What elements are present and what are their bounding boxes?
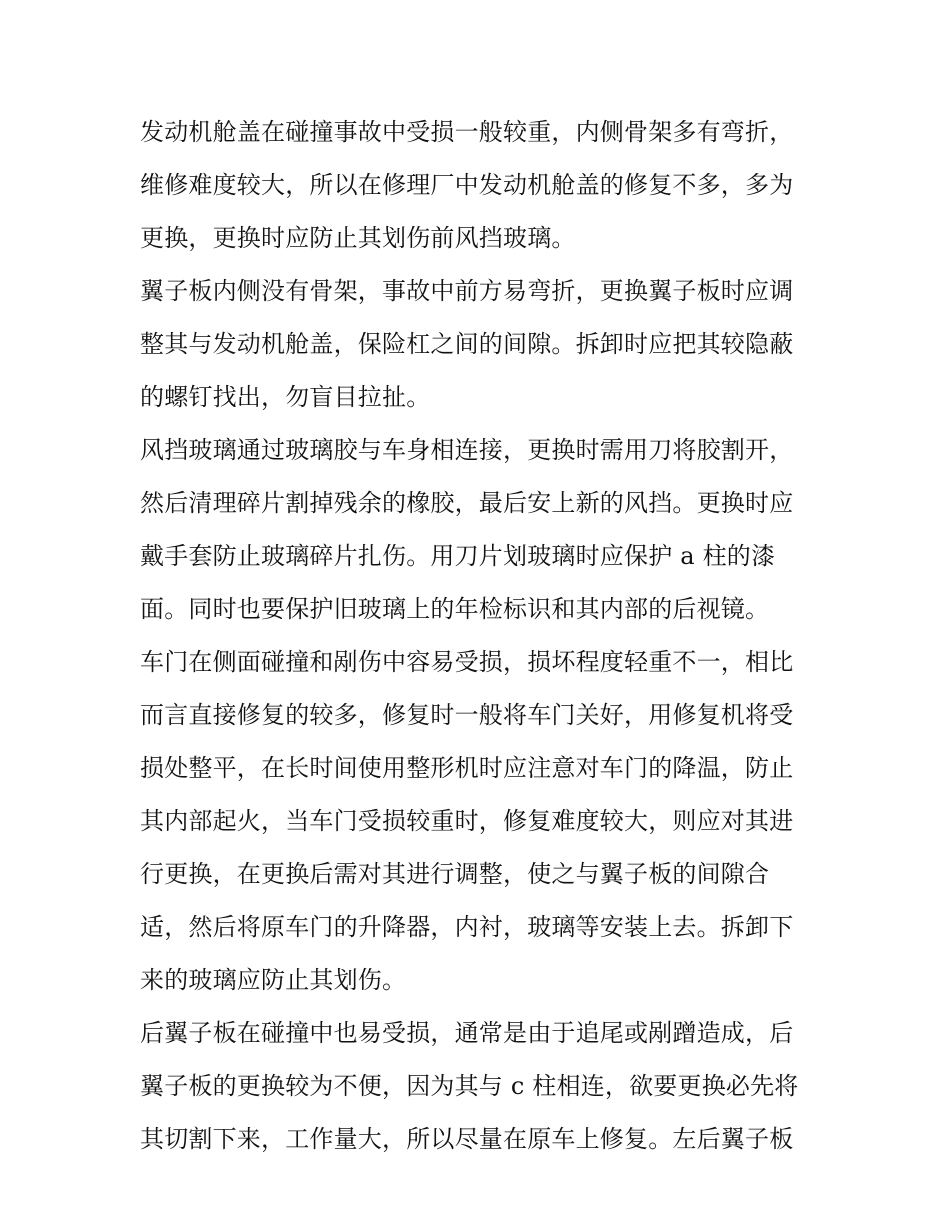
text-line: 来的玻璃应防止其划伤。 <box>140 966 407 994</box>
text-line: 发动机舱盖在碰撞事故中受损一般较重，内侧骨架多有弯折， <box>140 118 794 146</box>
text-line: 维修难度较大，所以在修理厂中发动机舱盖的修复不多，多为 <box>140 171 794 199</box>
text-line: 的螺钉找出，勿盲目拉扯。 <box>140 383 431 411</box>
paragraph-rear-fender <box>140 1007 830 1166</box>
text-line: 风挡玻璃通过玻璃胶与车身相连接，更换时需用刀将胶割开， <box>140 436 794 464</box>
text-line: 面。同时也要保护旧玻璃上的年检标识和其内部的后视镜。 <box>140 595 770 623</box>
body-text <box>140 106 830 1166</box>
text-line: 戴手套防止玻璃碎片扎伤。用刀片划玻璃时应保护 a 柱的漆 <box>140 542 776 570</box>
text-line: 翼子板的更换较为不便，因为其与 c 柱相连，欲要更换必先将 <box>140 1072 799 1100</box>
text-line: 损处整平，在长时间使用整形机时应注意对车门的降温，防止 <box>140 754 794 782</box>
text-line: 其切割下来，工作量大，所以尽量在原车上修复。左后翼子板 <box>140 1125 794 1153</box>
text-line: 然后清理碎片割掉残余的橡胶，最后安上新的风挡。更换时应 <box>140 489 794 517</box>
text-line: 行更换，在更换后需对其进行调整，使之与翼子板的间隙合 <box>140 860 770 888</box>
paragraph-windshield <box>140 424 830 636</box>
text-line: 其内部起火，当车门受损较重时，修复难度较大，则应对其进 <box>140 807 794 835</box>
text-line: 更换，更换时应防止其划伤前风挡玻璃。 <box>140 224 576 252</box>
text-line: 翼子板内侧没有骨架，事故中前方易弯折，更换翼子板时应调 <box>140 277 794 305</box>
paragraph-fender <box>140 265 830 424</box>
text-line: 车门在侧面碰撞和剐伤中容易受损，损坏程度轻重不一，相比 <box>140 648 794 676</box>
text-line: 而言直接修复的较多，修复时一般将车门关好，用修复机将受 <box>140 701 794 729</box>
text-line: 整其与发动机舱盖，保险杠之间的间隙。拆卸时应把其较隐蔽 <box>140 330 794 358</box>
text-line: 后翼子板在碰撞中也易受损，通常是由于追尾或剐蹭造成，后 <box>140 1019 794 1047</box>
text-line: 适，然后将原车门的升降器，内衬，玻璃等安装上去。拆卸下 <box>140 913 794 941</box>
paragraph-hood <box>140 106 830 265</box>
paragraph-door <box>140 636 830 1007</box>
